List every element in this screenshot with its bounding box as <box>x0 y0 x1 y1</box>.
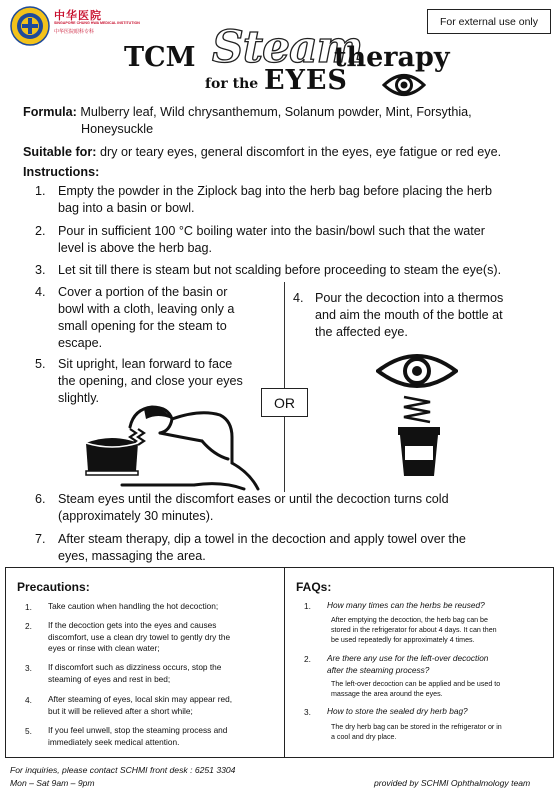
faq-question: How to store the sealed dry herb bag? <box>327 706 468 716</box>
title-therapy: therapy <box>334 42 450 73</box>
instructions-label: Instructions: <box>23 165 100 179</box>
faqs-title: FAQs: <box>296 580 332 594</box>
external-use-badge: For external use only <box>427 9 551 34</box>
step-4-text: Cover a portion of the basin or bowl with a cloth, leaving only a small opening for the steam to escape. <box>58 285 235 350</box>
opening-hours: Mon – Sat 9am – 9pm <box>10 778 95 788</box>
faq-answer: The dry herb bag can be stored in the refrigerator or in a cool and dry place. <box>331 723 502 741</box>
suitable-line <box>23 144 501 161</box>
title-eyes: EYES <box>264 65 348 96</box>
formula-text-2: Honeysuckle <box>81 122 154 136</box>
step-4-alt-text: Pour the decoction into a thermos and aim the mouth of the bottle at the affected eye. <box>315 291 504 339</box>
formula-text-1: Mulberry leaf, Wild chrysanthemum, Solanum powder, Mint, Forsythia, <box>80 105 472 119</box>
faq-number: 3. <box>304 707 311 717</box>
title-tcm: TCM <box>124 42 196 73</box>
step-7-text: After steam therapy, dip a towel in the decoction and apply towel over the eyes, massaging the area. <box>58 532 466 563</box>
faq-number: 2. <box>304 654 311 664</box>
org-name-cn-small: 中华医院眼科专科 <box>54 29 95 35</box>
org-name-cn: 中华医院 <box>54 9 102 22</box>
step-6-text: Steam eyes until the discomfort eases or until the decoction turns cold (approximately 30 minutes). <box>58 492 449 523</box>
inquiries-text: For inquiries, please contact SCHMI front desk : 6251 3304 <box>10 765 236 775</box>
faq-question: Are there any use for the left-over decoction after the steaming process? <box>327 653 489 675</box>
faq-question: How many times can the herbs be reused? <box>327 600 485 610</box>
title-steam: Steam <box>212 22 363 73</box>
precaution-number: 5. <box>25 726 32 736</box>
or-label: OR <box>261 388 308 417</box>
precaution-item: Take caution when handling the hot decoction; <box>48 601 219 611</box>
formula-label: Formula: <box>23 105 77 119</box>
step-2-text: Pour in sufficient 100 °C boiling water into the basin/bowl such that the water level is above the herb bag. <box>58 224 485 255</box>
faq-answer: The left-over decoction can be applied and be used to massage the area around the eyes. <box>331 680 501 698</box>
step-number: 2. <box>35 224 46 238</box>
precaution-item: If you feel unwell, stop the steaming process and immediately seek medical attention. <box>48 725 228 747</box>
step-5-text: Sit upright, lean forward to face the opening, and close your eyes slightly. <box>58 357 243 405</box>
faq-answer: After emptying the decoction, the herb bag can be stored in the refrigerator for about 4 days. It can then be used repeatedly for approximately 4 times. <box>331 616 497 644</box>
precautions-title: Precautions: <box>17 580 90 594</box>
provided-by: provided by SCHMI Ophthalmology team <box>374 778 531 788</box>
step-number: 4. <box>293 291 304 305</box>
title-for-the: for the <box>205 76 259 92</box>
step-3-text: Let sit till there is steam but not scalding before proceeding to steam the eye(s). <box>58 263 502 277</box>
precaution-number: 4. <box>25 695 32 705</box>
suitable-text: dry or teary eyes, general discomfort in the eyes, eye fatigue or red eye. <box>99 145 502 159</box>
steaming-cup-illustration <box>376 343 458 478</box>
steaming-person-illustration <box>82 385 262 495</box>
step-number: 7. <box>35 532 46 546</box>
step-number: 6. <box>35 492 46 506</box>
suitable-label: Suitable for: <box>23 145 97 159</box>
precaution-number: 3. <box>25 663 32 673</box>
org-name-en: SINGAPORE CHUNG HWA MEDICAL INSTITUTION <box>54 21 140 25</box>
precaution-item: If the decoction gets into the eyes and causes discomfort, use a clean dry towel to gently dry the eyes or rinse with clean water; <box>48 620 231 653</box>
step-number: 1. <box>35 184 46 198</box>
info-panel-divider <box>284 567 285 758</box>
precaution-item: After steaming of eyes, local skin may appear red, but it will be relieved after a short while; <box>48 694 233 716</box>
step-number: 3. <box>35 263 46 277</box>
eye-icon <box>382 70 426 100</box>
step-1-text: Empty the powder in the Ziplock bag into the herb bag before placing the herb bag into a basin or bowl. <box>58 184 493 215</box>
formula-line <box>23 104 472 121</box>
institution-logo-icon <box>10 6 50 46</box>
step-number: 4. <box>35 285 46 299</box>
precaution-number: 1. <box>25 602 32 612</box>
precaution-item: If discomfort such as dizziness occurs, stop the steaming of eyes and rest in bed; <box>48 662 222 684</box>
precaution-number: 2. <box>25 621 32 631</box>
faq-number: 1. <box>304 601 311 611</box>
method-divider <box>284 282 285 492</box>
step-number: 5. <box>35 357 46 371</box>
